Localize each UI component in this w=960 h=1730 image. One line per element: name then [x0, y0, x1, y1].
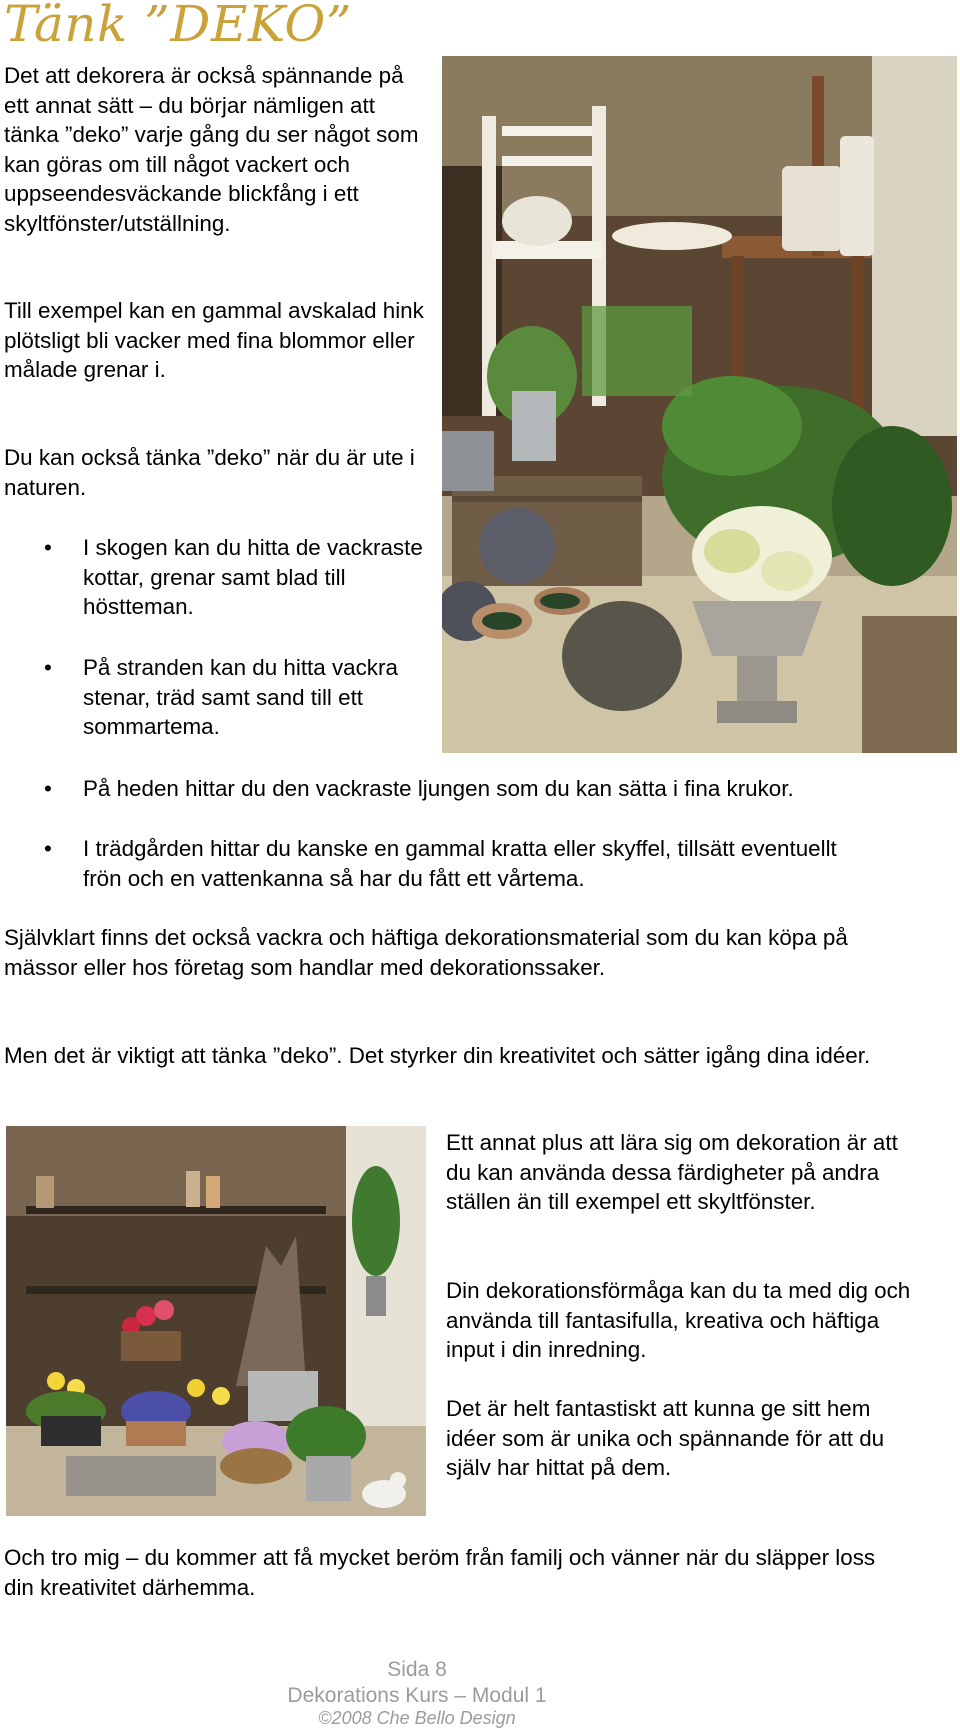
example-paragraph: Till exempel kan en gammal avskalad hink plötsligt bli vacker med fina blommor eller målade grenar i. — [4, 298, 424, 382]
garden-display-photo — [442, 56, 957, 753]
bullet-text: På heden hittar du den vackraste ljungen som du kan sätta i fina krukor. — [83, 776, 794, 801]
footer-copyright: ©2008 Che Bello Design — [318, 1708, 516, 1728]
intro-paragraph: Det att dekorera är också spännande på ett annat sätt – du börjar nämligen att tänka ”deko” varje gång du ser något som kan göras om till något vackert och uppseendesväckande blickfång i ett skyltfönster/utställning. — [4, 63, 419, 236]
closing-paragraph: Och tro mig – du kommer att få mycket beröm från familj och vänner när du släpper loss din kreativitet därhemma. — [4, 1545, 876, 1600]
bullet-text: På stranden kan du hitta vackra stenar, träd samt sand till ett sommartema. — [83, 655, 398, 739]
bullet-item-heden — [0, 774, 953, 804]
bullet-symbol: • — [44, 535, 52, 560]
sjalvklart-paragraph: Självklart finns det också vackra och häftiga dekorationsmaterial som du kan köpa på mässor eller hos företag som handlar med dekorationssaker. — [4, 925, 848, 980]
bullet-symbol: • — [44, 655, 52, 680]
right-paragraph-3: Det är helt fantastiskt att kunna ge sitt hem idéer som är unika och spännande för att du själv har hittat på dem. — [446, 1396, 885, 1480]
bullet-text: I trädgården hittar du kanske en gammal kratta eller skyffel, tillsätt eventuellt frön och en vattenkanna så har du fått ett vårtema. — [83, 836, 837, 891]
men-paragraph: Men det är viktigt att tänka ”deko”. Det styrker din kreativitet och sätter igång dina idéer. — [4, 1043, 871, 1068]
bullet-symbol: • — [44, 776, 52, 801]
bullet-text: I skogen kan du hitta de vackraste kottar, grenar samt blad till höstteman. — [83, 535, 423, 619]
bullet-item-stranden — [0, 653, 433, 742]
right-paragraph-1: Ett annat plus att lära sig om dekoration är att du kan använda dessa färdigheter på andra ställen än till exempel ett skyltfönster. — [446, 1130, 898, 1214]
footer-course-name: Dekorations Kurs – Modul 1 — [287, 1684, 547, 1707]
footer-page-number: Sida 8 — [387, 1658, 447, 1681]
nature-paragraph: Du kan också tänka ”deko” när du är ute i naturen. — [4, 445, 415, 500]
bullet-item-tradgarden — [0, 834, 843, 893]
right-paragraph-2: Din dekorationsförmåga kan du ta med dig och använda till fantasifulla, kreativa och häftiga input i din inredning. — [446, 1278, 911, 1362]
bullet-symbol: • — [44, 836, 52, 861]
bullet-item-skogen — [0, 533, 433, 622]
page-title: Tänk ”DEKO” — [4, 0, 352, 53]
shop-display-photo — [6, 1126, 426, 1516]
